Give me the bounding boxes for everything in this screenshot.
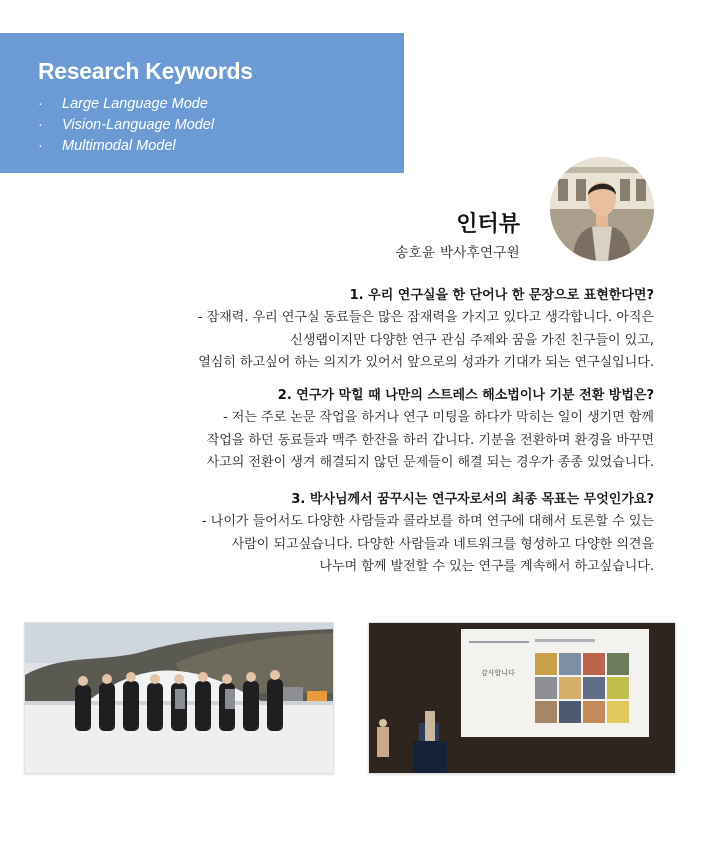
- answer-line: 신생랩이지만 다양한 연구 관심 주제와 꿈을 가진 친구들이 있고,: [290, 332, 654, 348]
- keyword-item: [38, 94, 214, 115]
- slide-heading: 감사합니다: [481, 669, 515, 677]
- keyword-label: Vision-Language Model: [62, 117, 215, 133]
- answer-line: 사람이 되고싶습니다. 다양한 사람들과 네트워크를 형성하고 다양한 의견을: [231, 536, 654, 552]
- group-photo: [24, 622, 334, 774]
- keyword-item: [38, 136, 214, 157]
- bullet-icon: ·: [38, 96, 43, 112]
- answer-line: - 나이가 들어서도 다양한 사람들과 콜라보를 하며 연구에 대해서 토론할 수 있는: [201, 514, 654, 529]
- answer-line: 작업을 하던 동료들과 맥주 한잔을 하러 갑니다. 기분을 전환하며 환경을 바꾸면: [206, 432, 654, 448]
- answer-line: - 잠재력. 우리 연구실 동료들은 많은 잠재력을 가지고 있다고 생각합니다. 아직은: [197, 310, 654, 325]
- research-keywords-list: [38, 94, 214, 157]
- answer-line: 사고의 전환이 생겨 해결되지 않던 문제들이 해결 되는 경우가 종종 있었습니다.: [206, 455, 654, 470]
- qa-item: [54, 385, 654, 475]
- keyword-label: Large Language Mode: [62, 96, 208, 112]
- answer-line: 나누며 함께 발전할 수 있는 연구를 계속해서 하고싶습니다.: [319, 559, 654, 574]
- bullet-icon: ·: [38, 117, 43, 133]
- question: 2. 연구가 막힐 때 나만의 스트레스 해소법이나 기분 전환 방법은?: [277, 388, 654, 403]
- qa-item: [54, 489, 654, 579]
- question: 1. 우리 연구실을 한 단어나 한 문장으로 표현한다면?: [349, 288, 654, 303]
- interviewee-portrait: [550, 157, 654, 261]
- presentation-photo: [368, 622, 676, 774]
- bullet-icon: ·: [38, 138, 43, 154]
- research-keywords-title: Research Keywords: [38, 58, 253, 84]
- keyword-item: [38, 115, 214, 136]
- interview-title: 인터뷰: [456, 212, 520, 237]
- question: 3. 박사님께서 꿈꾸시는 연구자로서의 최종 목표는 무엇인가요?: [291, 492, 654, 507]
- keyword-label: Multimodal Model: [62, 138, 176, 154]
- answer-line: 열심히 하고싶어 하는 의지가 있어서 앞으로의 성과가 기대가 되는 연구실입니다.: [198, 355, 654, 370]
- answer-line: - 저는 주로 논문 작업을 하거나 연구 미팅을 하다가 막히는 일이 생기면 함께: [222, 410, 654, 425]
- interviewee-name: 송호윤 박사후연구원: [395, 245, 520, 261]
- qa-item: [54, 285, 654, 375]
